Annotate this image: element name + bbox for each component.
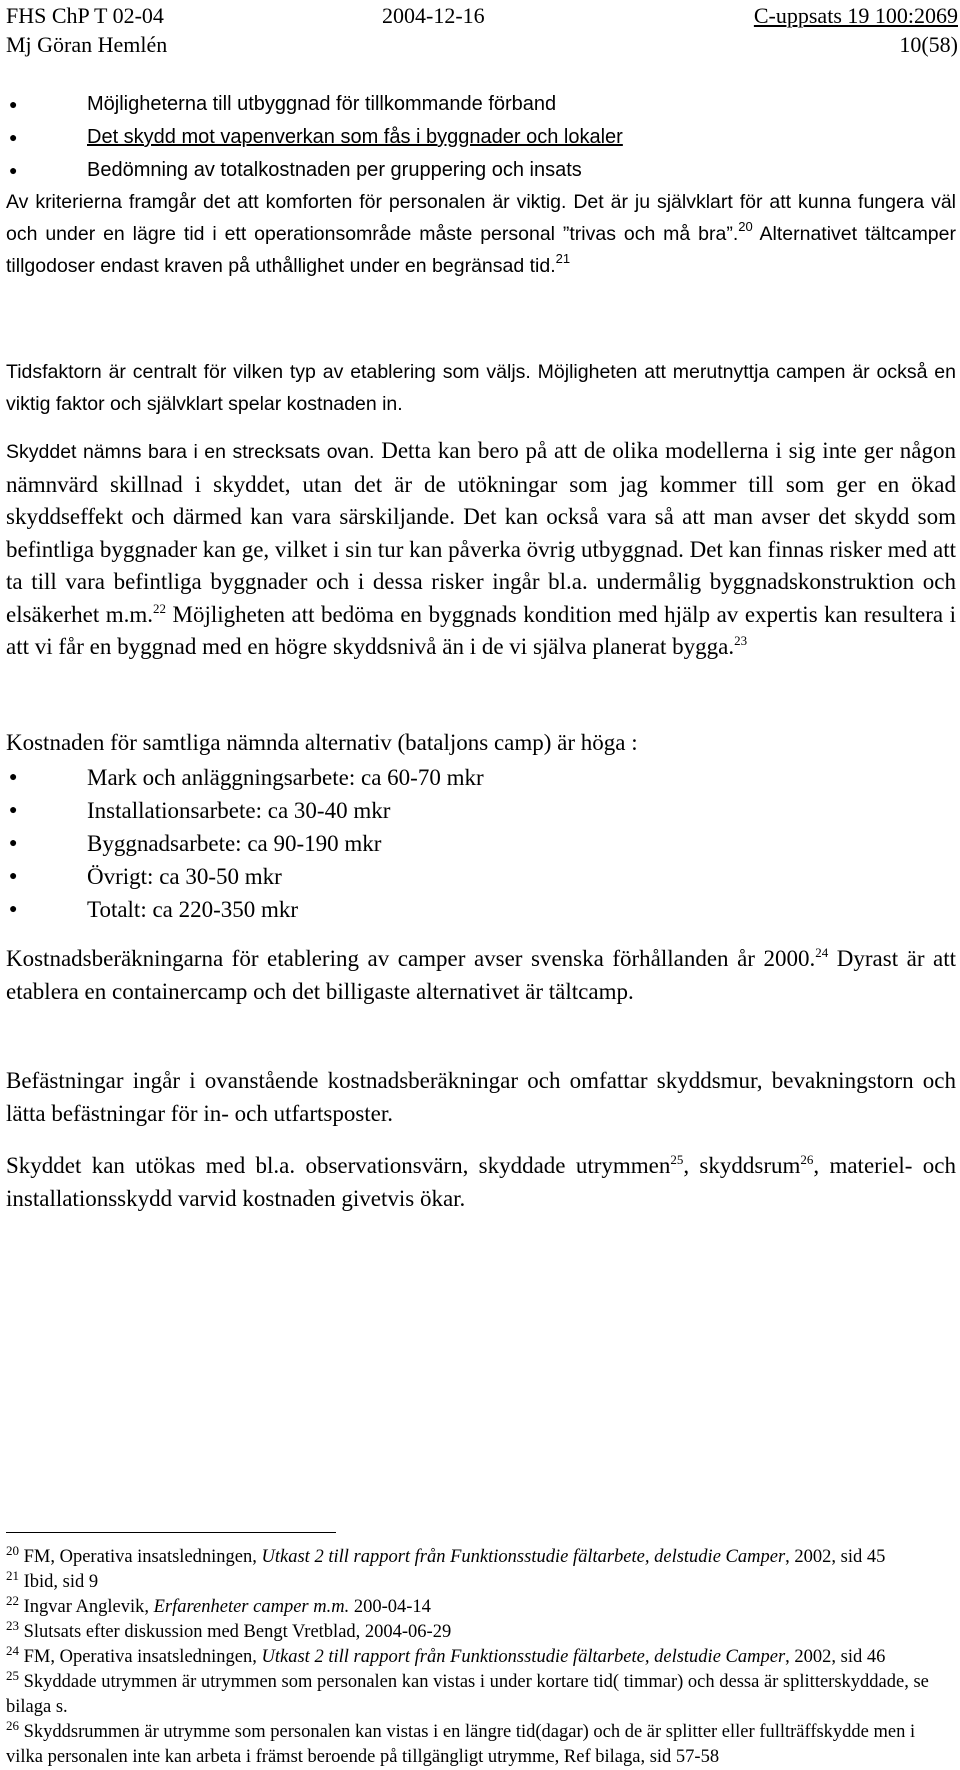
paragraph-text: Befästningar ingår i ovanstående kostnadsberäkningar och omfattar skyddsmur, bevakningstorn och lätta befästningar för in- och utfartsposter. (6, 1068, 956, 1126)
footnote-text: Ibid, sid 9 (19, 1572, 99, 1592)
list-item (6, 121, 956, 154)
footnote (6, 1570, 936, 1595)
paragraph-comfort (6, 186, 956, 282)
cost-list (6, 761, 956, 926)
footnote-number: 21 (6, 1568, 19, 1583)
paragraph-text: , skyddsrum (683, 1153, 801, 1178)
footnote-text: Skyddsrummen är utrymme som personalen kan vistas i en längre tid(dagar) och de är splitter eller fullträffskydde men i vilka personalen inte kan arbeta i främst beroende på tillgängligt utrymme, Ref bilaga, sid 57-58 (6, 1722, 916, 1767)
list-item: ● Mark och anläggningsarbete: ca 60-70 mkr (6, 761, 956, 794)
list-item-underlined-text: Det skydd mot vapenverkan som fås i byggnader och lokaler (87, 126, 623, 148)
footnote-number: 24 (6, 1643, 19, 1658)
cost-intro (6, 727, 956, 760)
header-author: Mj Göran Hemlén (6, 32, 168, 57)
header-date: 2004-12-16 (382, 3, 485, 28)
list-item: ● Bedömning av totalkostnaden per gruppering och insats (6, 154, 956, 187)
paragraph-text: Skyddet nämns bara i en strecksats ovan. (6, 441, 375, 463)
paragraph-text: Dyrast är att etablera en containercamp och det billigaste alternativet är tältcamp. (6, 946, 956, 1004)
footnote-text: Skyddade utrymmen är utrymmen som personalen kan vistas i under kortare tid( timmar) och dessa är splitterskyddade, se bilaga s. (6, 1672, 929, 1717)
footnote (6, 1645, 936, 1670)
header-course-code: FHS ChP T 02-04 (6, 3, 164, 28)
header-page-number: 10(58) (899, 32, 958, 57)
paragraph-text: Kostnaden för samtliga nämnda alternativ (bataljons camp) är höga : (6, 730, 638, 755)
footnote-number: 26 (6, 1718, 19, 1733)
paragraph-time-factor (6, 356, 956, 420)
footnote-text: FM, Operativa insatsledningen, (19, 1547, 262, 1567)
paragraph-protection-extension (6, 1150, 956, 1215)
header-document-type: C-uppsats 19 100:2069 (753, 3, 958, 28)
paragraph-text: Tidsfaktorn är centralt för vilken typ av etablering som väljs. Möjligheten att merutnyttja campen är också en viktig faktor och självklart spelar kostnaden in. (6, 361, 956, 415)
footnote-text: Slutsats efter diskussion med Bengt Vretblad, 2004-06-29 (19, 1622, 452, 1642)
paragraph-text: Kostnadsberäkningarna för etablering av camper avser svenska förhållanden år 2000. (6, 946, 816, 971)
paragraph-protection (6, 435, 956, 664)
list-item: ● Möjligheterna till utbyggnad för tillkommande förband (6, 88, 956, 121)
footnote-number: 25 (6, 1668, 19, 1683)
footnote-title: Utkast 2 till rapport från Funktionsstudie fältarbete, delstudie Camper (261, 1647, 786, 1667)
footnote (6, 1670, 936, 1720)
list-item: ● Totalt: ca 220-350 mkr (6, 893, 956, 926)
paragraph-cost-calc (6, 943, 956, 1008)
footnote-text: 200-04-14 (349, 1597, 431, 1617)
footnotes (6, 1545, 936, 1770)
criteria-list (6, 88, 956, 187)
list-item: ● Installationsarbete: ca 30-40 mkr (6, 794, 956, 827)
paragraph-text: Detta kan bero på att de olika modellerna i sig inte ger någon nämnvärd skillnad i skyddet, utan det är de utökningar som jag kommer till som ger en ökad skyddseffekt och därmed kan vara särskiljande. Det kan också vara så att man avser det skydd som befintliga byggnader kan ge, vilket i sin tur kan påverka övrig utbyggnad. Det kan finnas risker med att ta till vara befintliga byggnader och i dessa risker ingår bl.a. undermålig byggnadskonstruktion och elsäkerhet m.m. (6, 438, 956, 627)
footnote-number: 22 (6, 1593, 19, 1608)
footnote-text: Ingvar Anglevik, (19, 1597, 154, 1617)
footnote-title: Utkast 2 till rapport från Funktionsstudie fältarbete, delstudie Camper (261, 1547, 786, 1567)
footnote-text: FM, Operativa insatsledningen, (19, 1647, 262, 1667)
footnote-separator (6, 1532, 336, 1533)
footnote-ref: 22 (153, 600, 167, 616)
paragraph-fortifications (6, 1065, 956, 1130)
header-line-2 (6, 31, 958, 59)
list-item: ● Byggnadsarbete: ca 90-190 mkr (6, 827, 956, 860)
paragraph-text: , materiel- och installationsskydd varvid kostnaden givetvis ökar. (6, 1153, 956, 1211)
footnote-text: , 2002, sid 46 (785, 1647, 886, 1667)
footnote (6, 1595, 936, 1620)
footnote-number: 20 (6, 1543, 19, 1558)
footnote-ref: 24 (815, 945, 829, 960)
paragraph-text: Skyddet kan utökas med bl.a. observationsvärn, skyddade utrymmen (6, 1153, 671, 1178)
footnote-title: Erfarenheter camper m.m. (153, 1597, 350, 1617)
list-item: ● Övrigt: ca 30-50 mkr (6, 860, 956, 893)
header-line-1 (6, 2, 958, 30)
footnote-ref: 26 (800, 1152, 814, 1167)
footnote-ref: 20 (738, 219, 753, 234)
footnote-ref: 25 (670, 1152, 684, 1167)
footnote (6, 1620, 936, 1645)
paragraph-text: Möjligheten att bedöma en byggnads kondition med hjälp av expertis kan resultera i att vi får en byggnad med en högre skyddsnivå än i de vi själva planerat bygga. (6, 601, 956, 659)
footnote-ref: 23 (734, 633, 748, 648)
footnote (6, 1720, 936, 1770)
paragraph-text: Alternativet tältcamper tillgodoser endast kraven på uthållighet under en begränsad tid. (6, 223, 956, 277)
footnote (6, 1545, 936, 1570)
footnote-ref: 21 (555, 251, 571, 266)
footnote-text: , 2002, sid 45 (785, 1547, 886, 1567)
paragraph-text: Av kriterierna framgår det att komforten för personalen är viktig. Det är ju självklart för att kunna fungera väl och under en lägre tid i ett operationsområde måste personal ”trivas och må bra”. (6, 191, 956, 245)
footnote-number: 23 (6, 1618, 19, 1633)
